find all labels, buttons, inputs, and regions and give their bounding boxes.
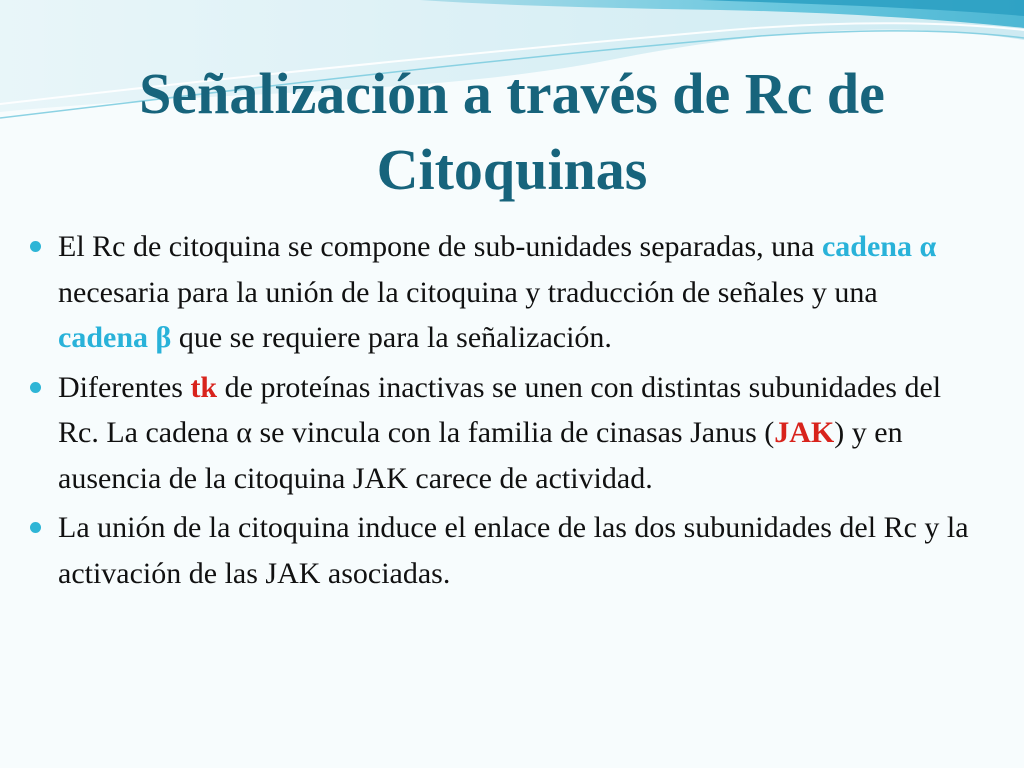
bullet-list bbox=[30, 224, 975, 600]
bullet-dot-icon bbox=[30, 241, 41, 252]
bullet-text: La unión de la citoquina induce el enlace de las dos subunidades del Rc y la activación de las JAK asociadas. bbox=[58, 511, 969, 590]
bullet-text: El Rc de citoquina se compone de sub-unidades separadas, una bbox=[58, 230, 822, 263]
bullet-item bbox=[30, 365, 975, 502]
slide-title bbox=[40, 56, 984, 208]
bullet-text: ) y en ausencia de la citoquina JAK carece de actividad. bbox=[58, 416, 903, 495]
bullet-dot-icon bbox=[30, 522, 41, 533]
bullet-text: Diferentes bbox=[58, 370, 191, 404]
bullet-dot-icon bbox=[30, 382, 41, 393]
highlight-term: cadena β bbox=[58, 321, 172, 354]
highlight-term: tk bbox=[190, 370, 218, 404]
slide-title-line-2: Citoquinas bbox=[376, 137, 648, 202]
bullet-text: necesaria para la unión de la citoquina y traducción de señales y una bbox=[58, 275, 878, 309]
bullet-item bbox=[30, 505, 975, 596]
bullet-item bbox=[30, 224, 975, 361]
highlight-term: cadena α bbox=[821, 230, 937, 263]
highlight-term: JAK bbox=[774, 416, 835, 449]
slide-title-line-1: Señalización a través de Rc de bbox=[139, 61, 885, 126]
bullet-text: de proteínas inactivas se unen con distintas subunidades del Rc. La cadena α se vincula con la familia de cinasas Janus ( bbox=[58, 370, 942, 449]
bullet-text: que se requiere para la señalización. bbox=[171, 321, 612, 354]
